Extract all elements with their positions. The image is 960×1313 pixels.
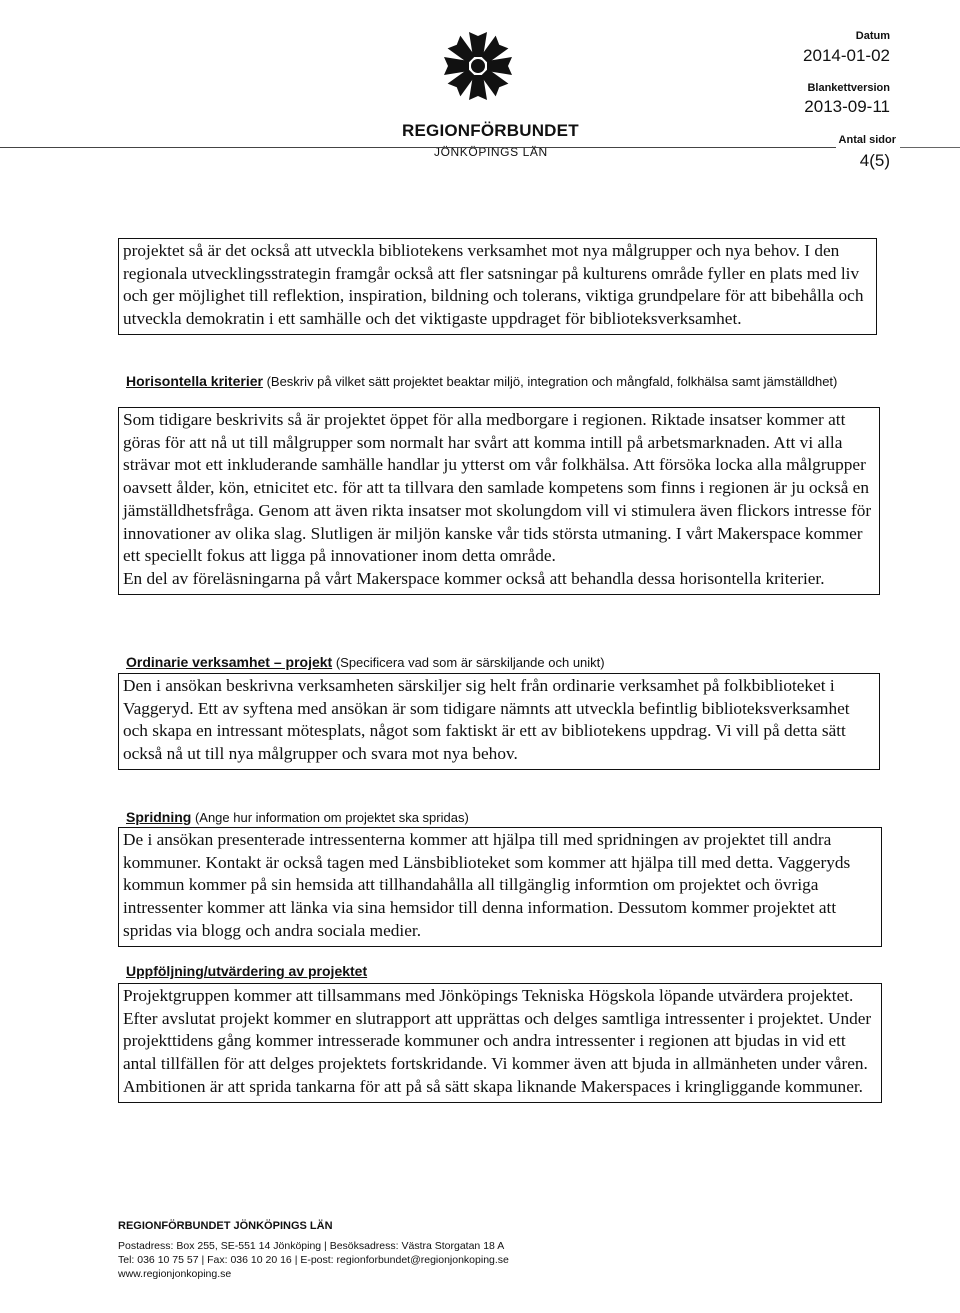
footer-org: REGIONFÖRBUNDET JÖNKÖPINGS LÄN [118,1220,333,1232]
continued-text-box [118,238,877,335]
ordinarie-text-box [118,673,880,770]
footer [118,1219,509,1281]
regionforbundet-logo [442,30,514,102]
horisontella-subtitle: (Beskriv på vilket sätt projektet beaktar miljö, integration och mångfald, folkhälsa samt jämställdhet) [266,374,838,389]
uppfoljning-title: Uppföljning/utvärdering av projektet [126,963,368,979]
horisontella-text-box [118,407,880,595]
spridning-subtitle: (Ange hur information om projektet ska spridas) [194,810,469,825]
continued-paragraph: projektet så är det också att utveckla bibliotekens verksamhet mot nya målgrupper och nya behov. I den regionala utvecklingsstrategin framgår också att fler satsningar på kulturens område fyller en plats med liv och ger möjlighet till reflektion, inspiration, bildning och tolerans, viktiga grundpelare för att bibehålla och utveckla demokratin i ett samhälle och det viktigaste uppdraget för biblioteksverksamhet. [123,241,864,329]
uppfoljning-heading [126,963,866,980]
ordinarie-title: Ordinarie verksamhet – projekt [126,654,333,670]
horisontella-paragraph-1: Som tidigare beskrivits så är projektet öppet för alla medborgare i regionen. Riktade insatser kommer att göras för att nå ut till målgrupper som normalt har svårt att komma intill på arbetsmarknaden. Att vi alla strävar mot ett inkluderande samhälle handlar ju ytterst om vår folkhälsa. Att försöka locka alla målgrupper oavsett ålder, kön, etnicitet etc. för att ta tillvara den samlade kompetens som finns i regionen är ju också en jämställdhetsfråga. Genom att även rikta insatser mot skolungdom vill vi stimulera även flickors intresse för innovationer av olika slag. Slutligen är miljön kanske vår tids största utmaning. I vårt Makerspace kommer ett speciellt fokus att ligga på innovationer inom detta område. [123,410,872,566]
ordinarie-heading [126,654,866,671]
uppfoljning-paragraph: Projektgruppen kommer att tillsammans med Jönköpings Tekniska Högskola löpande utvärdera projektet. Efter avslutat projekt kommer en slutrapport att upprättas och delges samtliga intressenter i projektet. Under projekttidens gång kommer intresserade kommuner och andra intressenter i regionen att bjudas in vid ett antal tillfällen för att delges projektets fortskridande. Vi kommer även att bjuda in allmänheten under våren. Ambitionen är att sprida tankarna för att på så sätt skapa liknande Makerspaces i kringliggande kommuner. [123,986,872,1096]
footer-contact: Tel: 036 10 75 57 | Fax: 036 10 20 16 | E-post: regionforbundet@regionjonkoping.se [118,1254,509,1266]
spridning-title: Spridning [126,809,192,825]
header-divider-right [900,147,960,148]
page-count-value: 4(5) [859,151,890,170]
footer-postal-address: Postadress: Box 255, SE-551 14 Jönköping | Besöksadress: Västra Storgatan 18 A [118,1240,505,1252]
footer-website: www.regionjonkoping.se [118,1268,232,1280]
version-label: Blankettversion [807,82,890,94]
spridning-text-box [118,827,882,947]
horisontella-heading [126,373,868,390]
uppfoljning-text-box [118,983,882,1103]
version-value: 2013-09-11 [804,97,890,116]
org-name: REGIONFÖRBUNDET [402,121,579,140]
horisontella-title: Horisontella kriterier [126,373,263,389]
org-county: JÖNKÖPINGS LÄN [434,145,548,159]
date-label: Datum [855,30,890,42]
header-divider [0,147,836,148]
horisontella-paragraph-2: En del av föreläsningarna på vårt Makerspace kommer också att behandla dessa horisontella kriterier. [123,568,825,588]
date-value: 2014-01-02 [803,46,890,65]
spridning-paragraph: De i ansökan presenterade intressenterna kommer att hjälpa till med spridningen av projektet till andra kommuner. Kontakt är också tagen med Länsbiblioteket som kommer att hjälpa till med detta. Vaggeryds kommun kommer på sin hemsida att tillhandahålla all tillgänglig informtion om projektet och övriga intressenter kommer att länka via sina hemsidor till denna information. Dessutom kommer projektet att spridas via blogg och andra sociala medier. [123,830,851,940]
page-count-label: Antal sidor [838,134,896,146]
spridning-heading [126,809,866,826]
ordinarie-paragraph: Den i ansökan beskrivna verksamheten särskiljer sig helt från ordinarie verksamhet på folkbiblioteket i Vaggeryd. Ett av syftena med ansökan är som tidigare nämnts att utveckla befintlig biblioteksverksamhet och skapa en intressant mötesplats, något som faktiskt är ett av bibliotekens uppdrag. Vi vill på detta sätt också nå ut till nya målgrupper och svara mot nya behov. [123,676,850,764]
ordinarie-subtitle: (Specificera vad som är särskiljande och unikt) [335,655,605,670]
